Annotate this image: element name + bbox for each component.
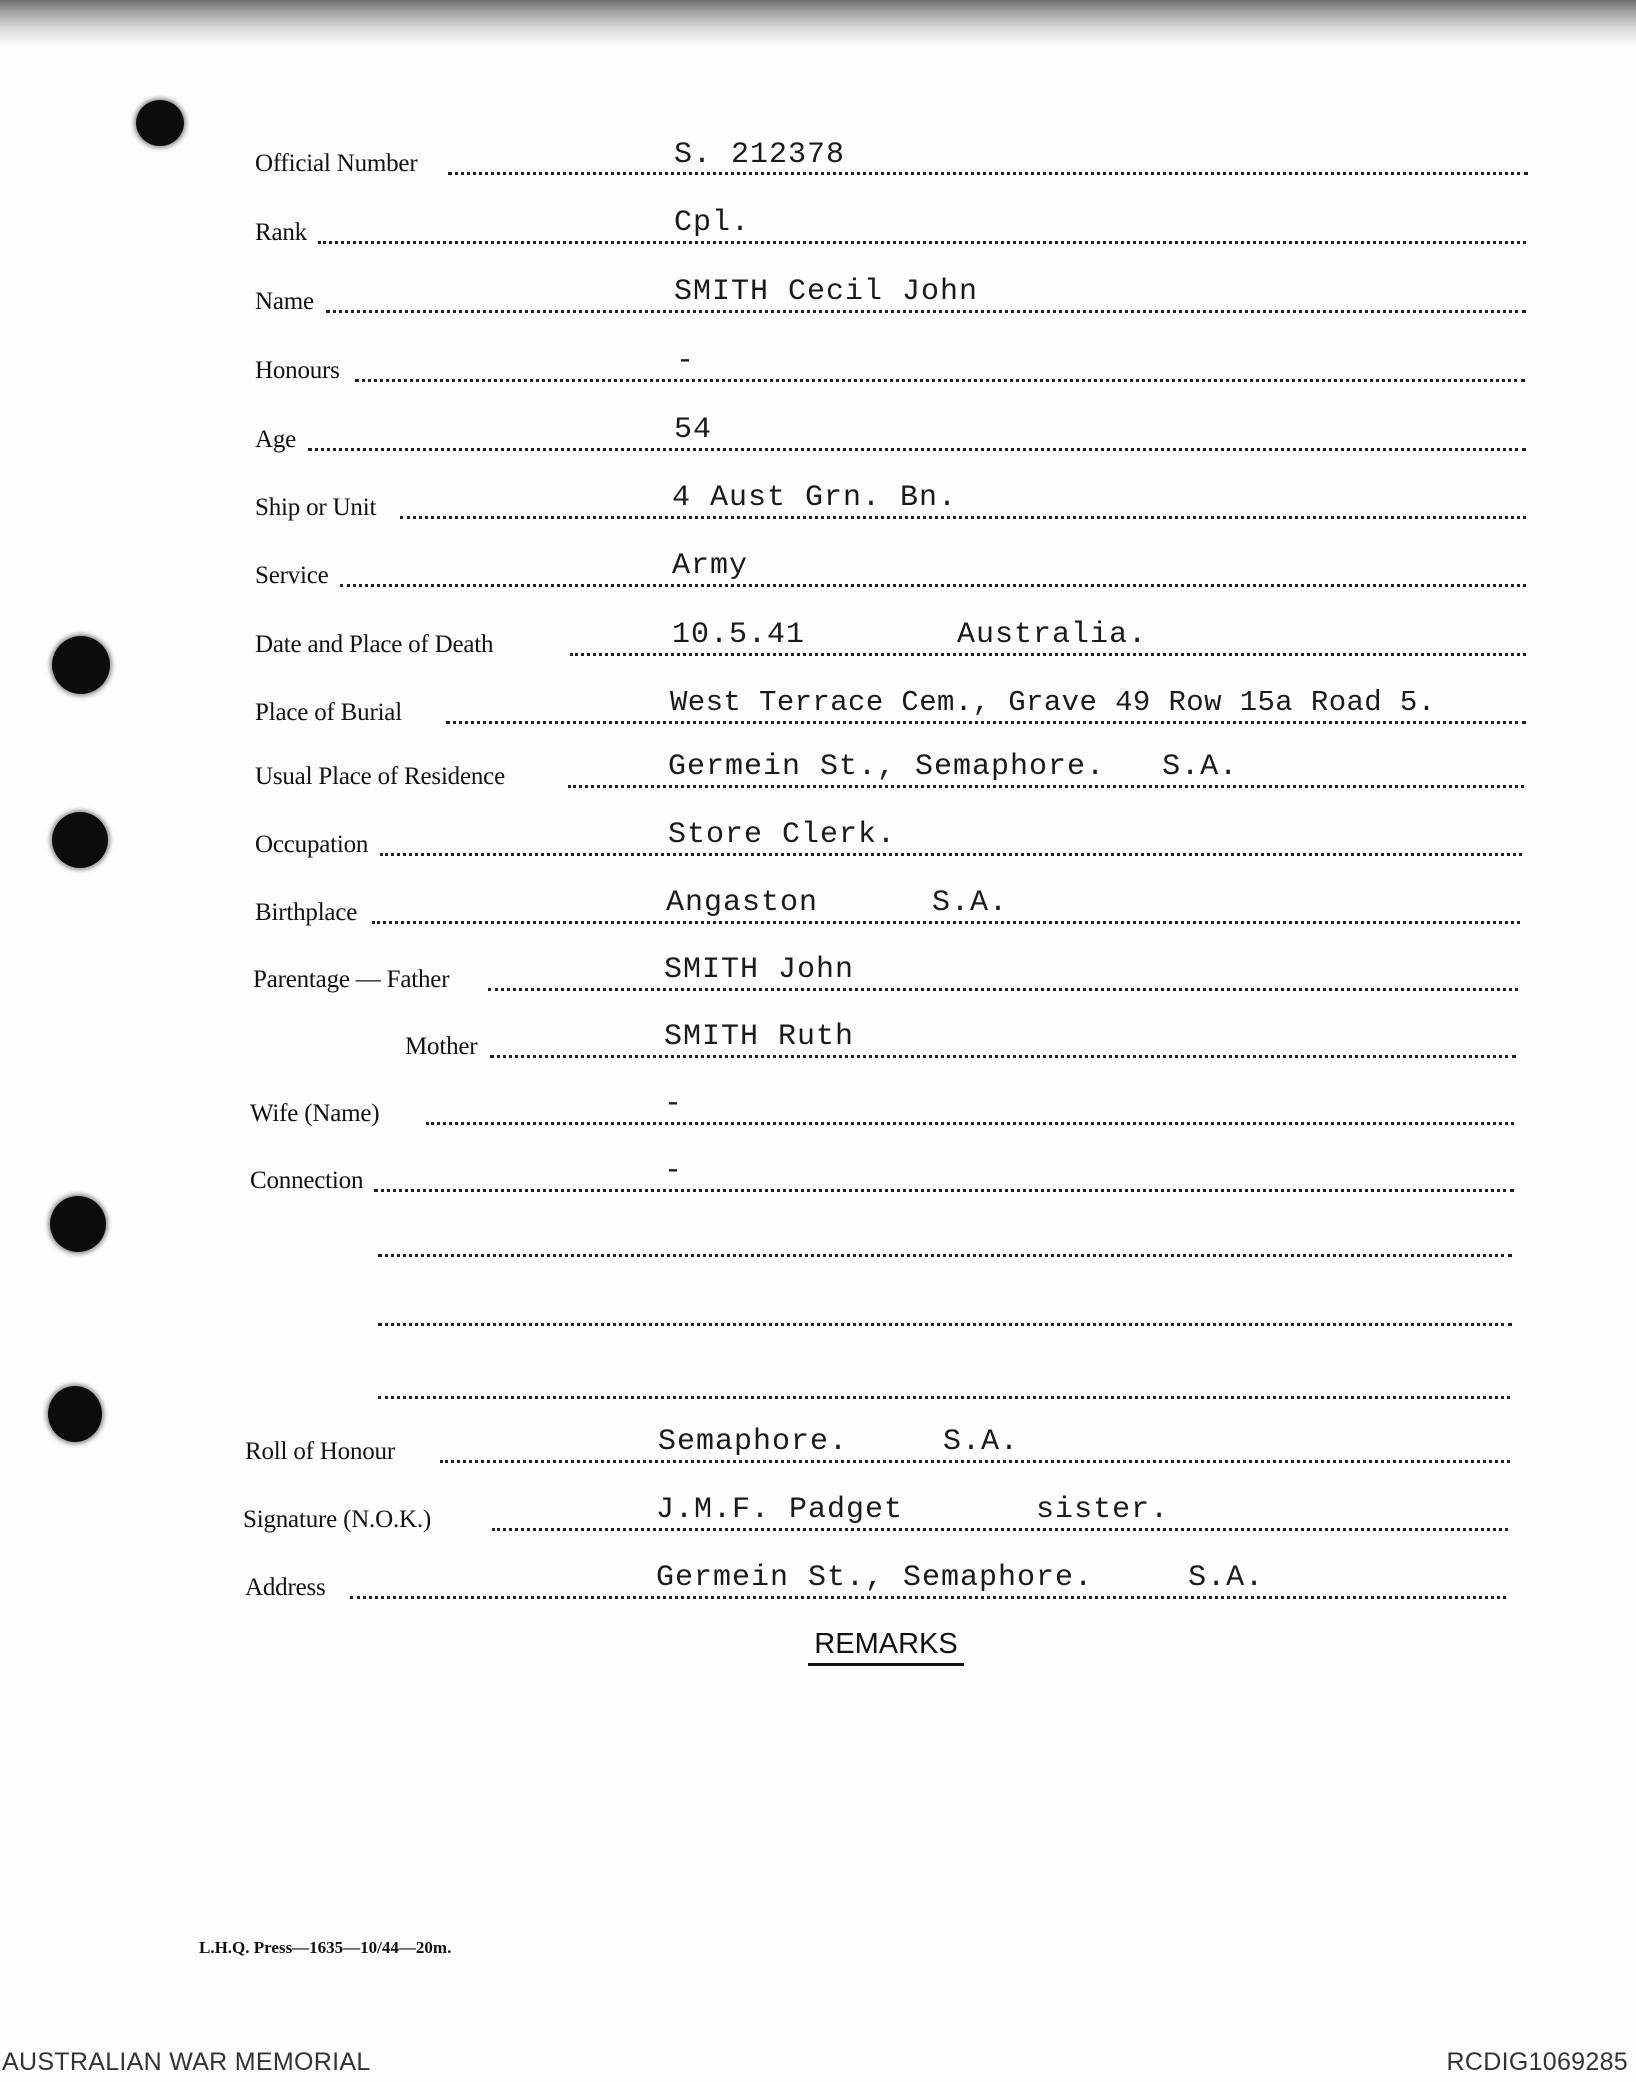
field-label: Usual Place of Residence — [255, 763, 505, 790]
field-value: - — [664, 1154, 684, 1188]
field-label: Address — [245, 1574, 326, 1601]
field-label: Age — [255, 426, 297, 453]
field-name — [255, 270, 314, 318]
dotted-leader — [490, 1055, 1516, 1058]
footer-record-id: RCDIG1069285 — [1446, 2048, 1628, 2076]
dotted-leader — [318, 241, 1526, 244]
field-place-of-burial — [255, 681, 402, 729]
field-value: 10.5.41 Australia. — [672, 618, 1148, 652]
remarks-heading: REMARKS — [808, 1628, 964, 1666]
field-value: J.M.F. Padget sister. — [656, 1493, 1170, 1527]
punch-hole-5 — [48, 1386, 102, 1442]
field-service — [255, 544, 329, 592]
field-honours — [255, 339, 340, 387]
field-value: Semaphore. S.A. — [658, 1425, 1020, 1459]
blank-dotted-line — [378, 1396, 1510, 1399]
field-age — [255, 408, 296, 456]
dotted-leader — [380, 853, 1522, 856]
field-value: Cpl. — [674, 206, 751, 240]
field-label: Parentage — Father — [253, 966, 450, 993]
field-value: SMITH John — [664, 953, 855, 987]
dotted-leader — [488, 988, 1518, 991]
field-official-number — [255, 132, 417, 180]
field-rank — [255, 201, 307, 249]
field-label: Service — [255, 562, 329, 589]
dotted-leader — [448, 172, 1528, 175]
field-value: 4 Aust Grn. Bn. — [672, 481, 958, 515]
field-value: Germein St., Semaphore. S.A. — [668, 750, 1239, 784]
punch-hole-2 — [52, 636, 110, 694]
field-value: West Terrace Cem., Grave 49 Row 15a Road 5. — [670, 686, 1436, 719]
blank-dotted-line — [378, 1323, 1512, 1326]
field-label: Official Number — [255, 150, 418, 177]
dotted-leader — [426, 1122, 1514, 1125]
field-birthplace — [255, 881, 357, 929]
field-value: - — [664, 1087, 684, 1121]
field-signature-nok — [243, 1488, 431, 1536]
field-label: Rank — [255, 219, 307, 246]
field-value: - — [676, 344, 696, 378]
dotted-leader — [400, 516, 1526, 519]
press-imprint: L.H.Q. Press—1635—10/44—20m. — [199, 1938, 452, 1957]
field-value: Angaston S.A. — [666, 886, 1009, 920]
punch-hole-4 — [50, 1196, 106, 1252]
field-label: Mother — [405, 1033, 478, 1060]
field-label: Occupation — [255, 831, 369, 858]
field-label: Birthplace — [255, 899, 358, 926]
field-occupation — [255, 813, 368, 861]
dotted-leader — [308, 448, 1526, 451]
field-value: 54 — [674, 413, 713, 447]
field-label: Connection — [250, 1167, 364, 1194]
field-value: Store Clerk. — [668, 818, 897, 852]
dotted-leader — [340, 584, 1526, 587]
field-ship-or-unit — [255, 476, 376, 524]
punch-hole-3 — [52, 812, 108, 868]
field-address — [245, 1556, 326, 1604]
field-usual-residence — [255, 745, 505, 793]
field-wife-name — [250, 1082, 379, 1130]
punch-hole-top — [136, 100, 184, 146]
field-label: Honours — [255, 357, 340, 384]
field-value: SMITH Ruth — [664, 1020, 855, 1054]
field-label: Roll of Honour — [245, 1438, 395, 1465]
field-label: Place of Burial — [255, 699, 402, 726]
field-label: Signature (N.O.K.) — [243, 1506, 432, 1533]
field-parentage-mother — [405, 1015, 477, 1063]
field-label: Wife (Name) — [250, 1100, 380, 1127]
field-value: Germein St., Semaphore. S.A. — [656, 1561, 1265, 1595]
dotted-leader — [355, 379, 1525, 382]
field-value: SMITH Cecil John — [674, 275, 979, 309]
field-value: Army — [672, 549, 749, 583]
field-label: Date and Place of Death — [255, 631, 494, 658]
field-label: Ship or Unit — [255, 494, 377, 521]
field-date-place-of-death — [255, 613, 493, 661]
dotted-leader — [374, 1189, 1514, 1192]
field-value: S. 212378 — [674, 138, 846, 172]
blank-dotted-line — [378, 1254, 1512, 1257]
field-parentage-father — [253, 948, 449, 996]
scan-top-edge — [0, 0, 1636, 46]
field-connection — [250, 1149, 363, 1197]
footer-source: AUSTRALIAN WAR MEMORIAL — [2, 2048, 371, 2076]
field-label: Name — [255, 288, 314, 315]
field-roll-of-honour — [245, 1420, 395, 1468]
